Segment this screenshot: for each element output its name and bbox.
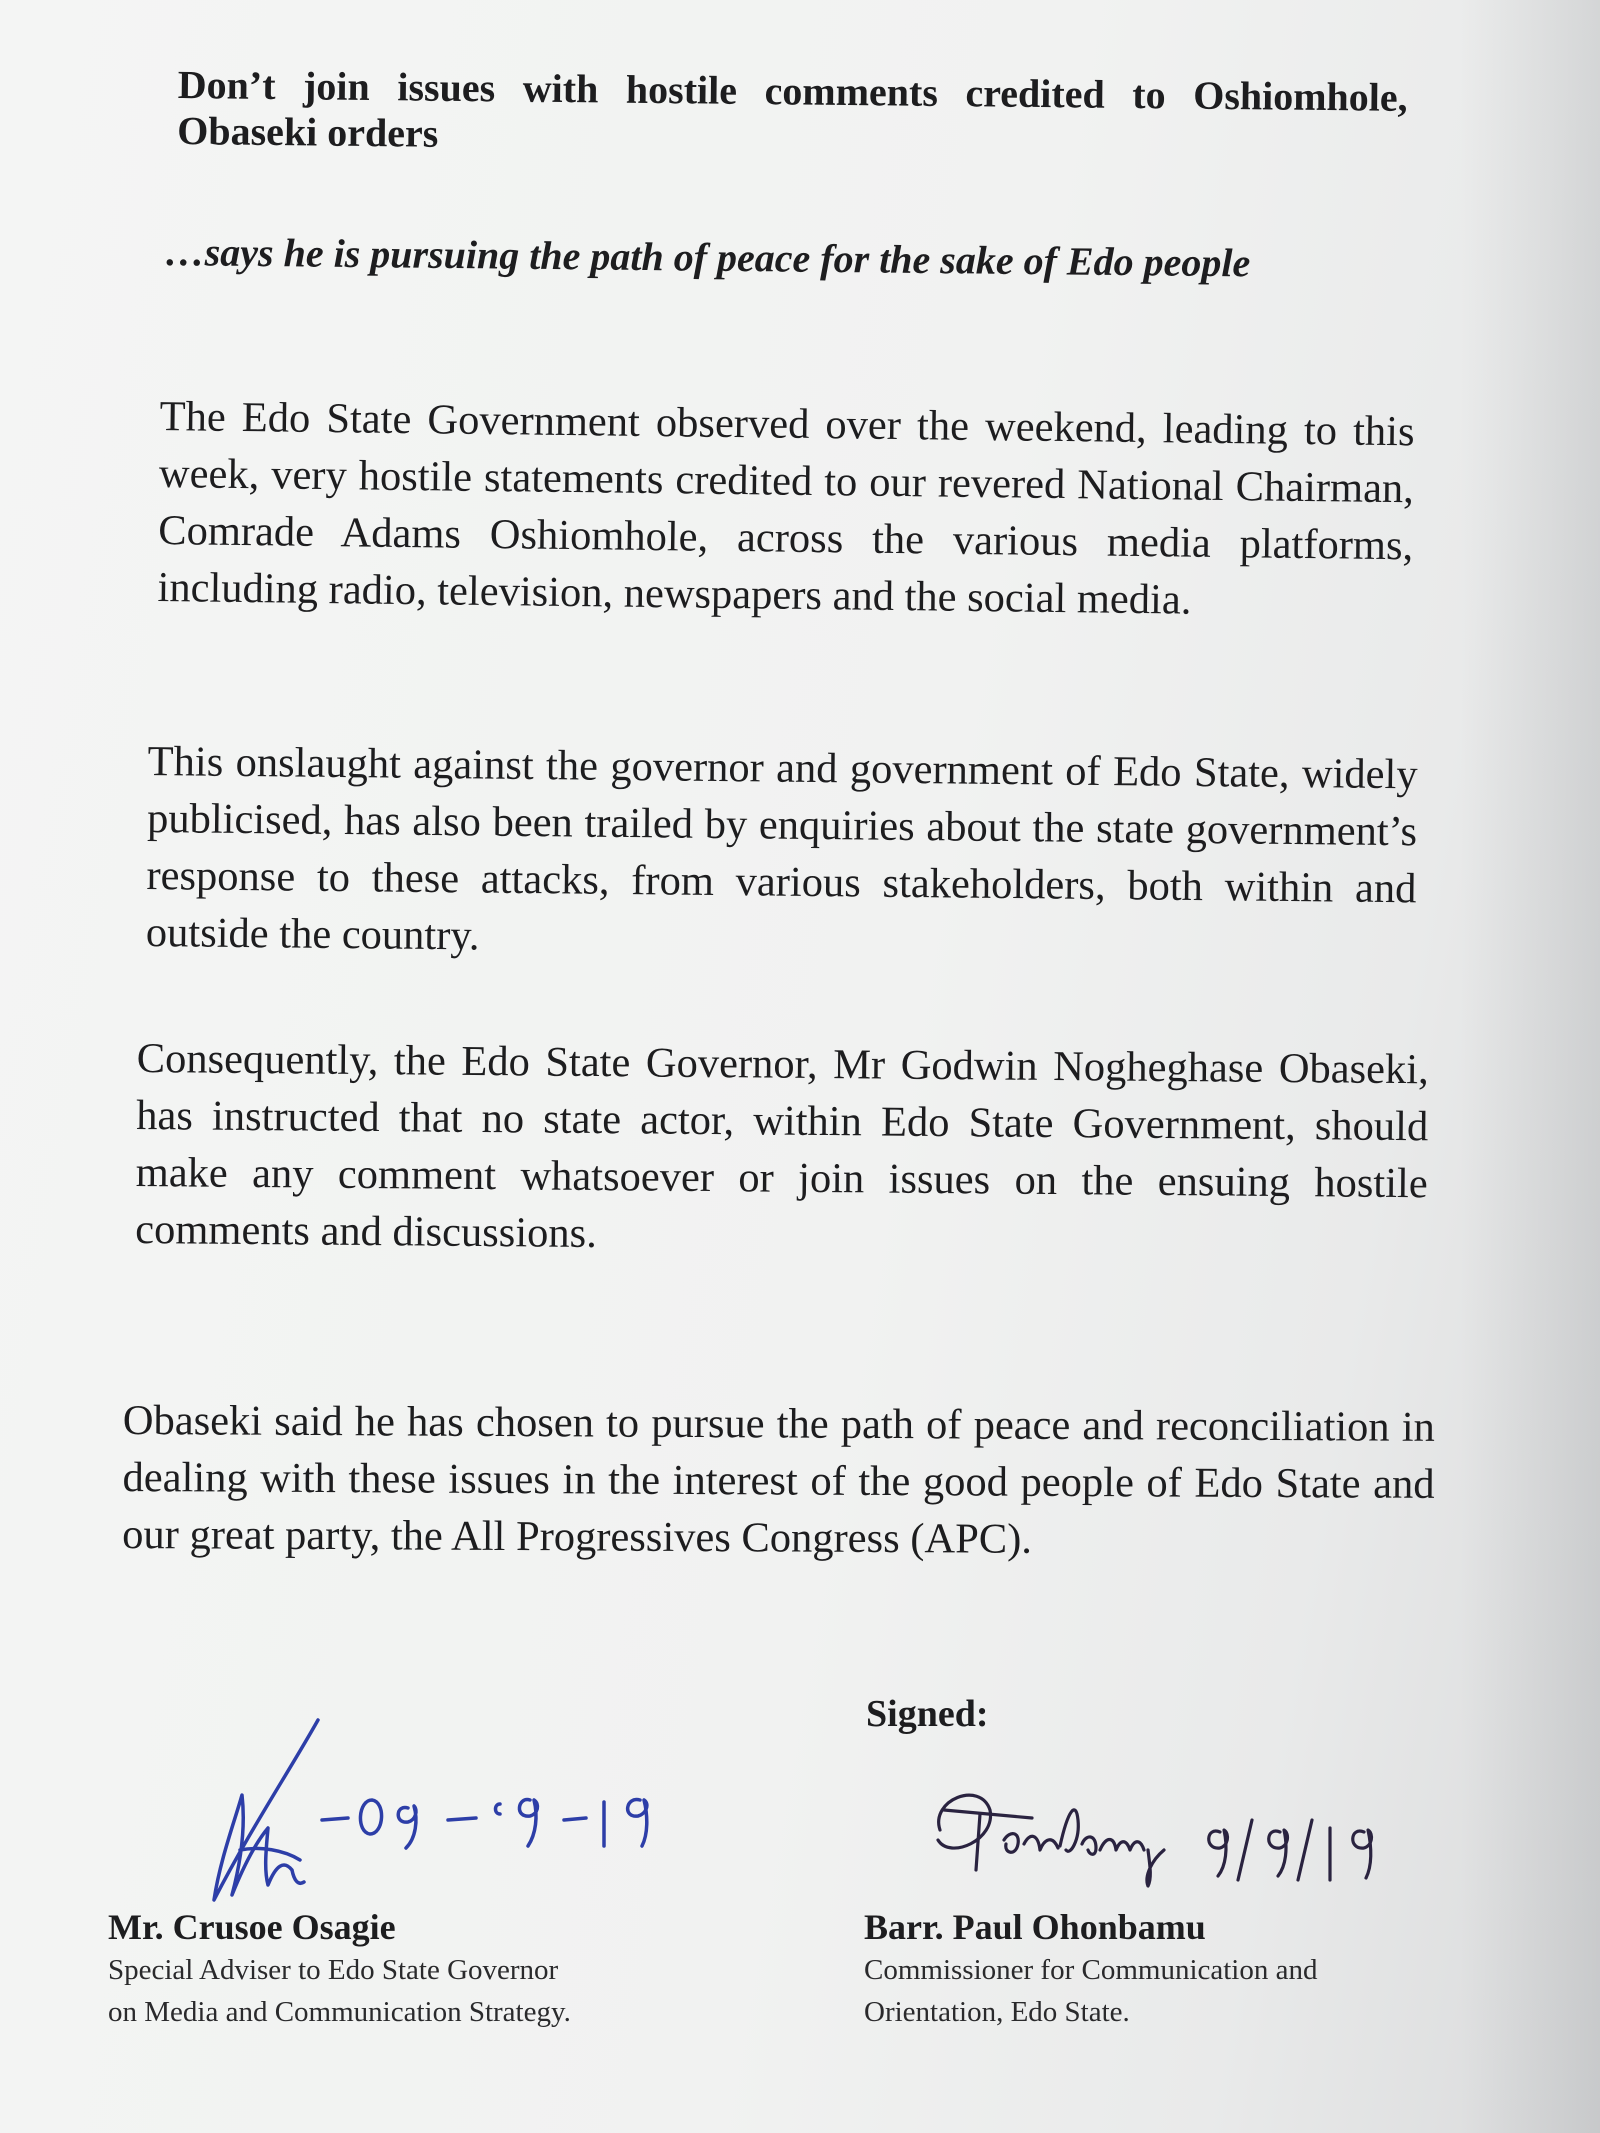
headline: Don’t join issues with hostile comments credited to Oshiomhole, Obaseki orders [177, 62, 1408, 156]
signatory-right [864, 1905, 1484, 2033]
signatory-left [108, 1905, 728, 2033]
signatory-title-line2: Orientation, Edo State. [864, 1996, 1130, 2028]
body-paragraph-1: The Edo State Government observed over the weekend, leading to this week, very hostile statements credited to our revered National Chairman, Comrade Adams Oshiomhole, across the various media platforms, including radio, television, newspapers and the social media. [157, 392, 1415, 624]
paper-fold-shadow [1460, 0, 1600, 2133]
handwritten-signature-left [180, 1700, 700, 1920]
signatory-title-line1: Commissioner for Communication and [864, 1954, 1318, 1986]
signed-label: Signed: [866, 1693, 989, 1735]
body-paragraph-4: Obaseki said he has chosen to pursue the path of peace and reconciliation in dealing with these issues in the interest of the good people of Edo State and our great party, the All Progressives Congress (APC). [122, 1396, 1435, 1563]
subheadline: …says he is pursuing the path of peace for the sake of Edo people [164, 228, 1251, 286]
body-paragraph-3: Consequently, the Edo State Governor, Mr Godwin Nogheghase Obaseki, has instructed that no state actor, within Edo State Government, should make any comment whatsoever or join issues on the ensuing hostile comments and discussions. [135, 1034, 1429, 1258]
body-paragraph-2: This onslaught against the governor and government of Edo State, widely publicised, has also been trailed by enquiries about the state government’s response to these attacks, from various stakeholders, both within and outside the country. [145, 737, 1418, 960]
signatory-name: Barr. Paul Ohonbamu [864, 1907, 1206, 1947]
handwritten-signature-right [920, 1770, 1480, 1920]
signatory-title-line2: on Media and Communication Strategy. [108, 1996, 571, 2028]
signatory-title-line1: Special Adviser to Edo State Governor [108, 1954, 559, 1986]
signatory-name: Mr. Crusoe Osagie [108, 1907, 396, 1947]
